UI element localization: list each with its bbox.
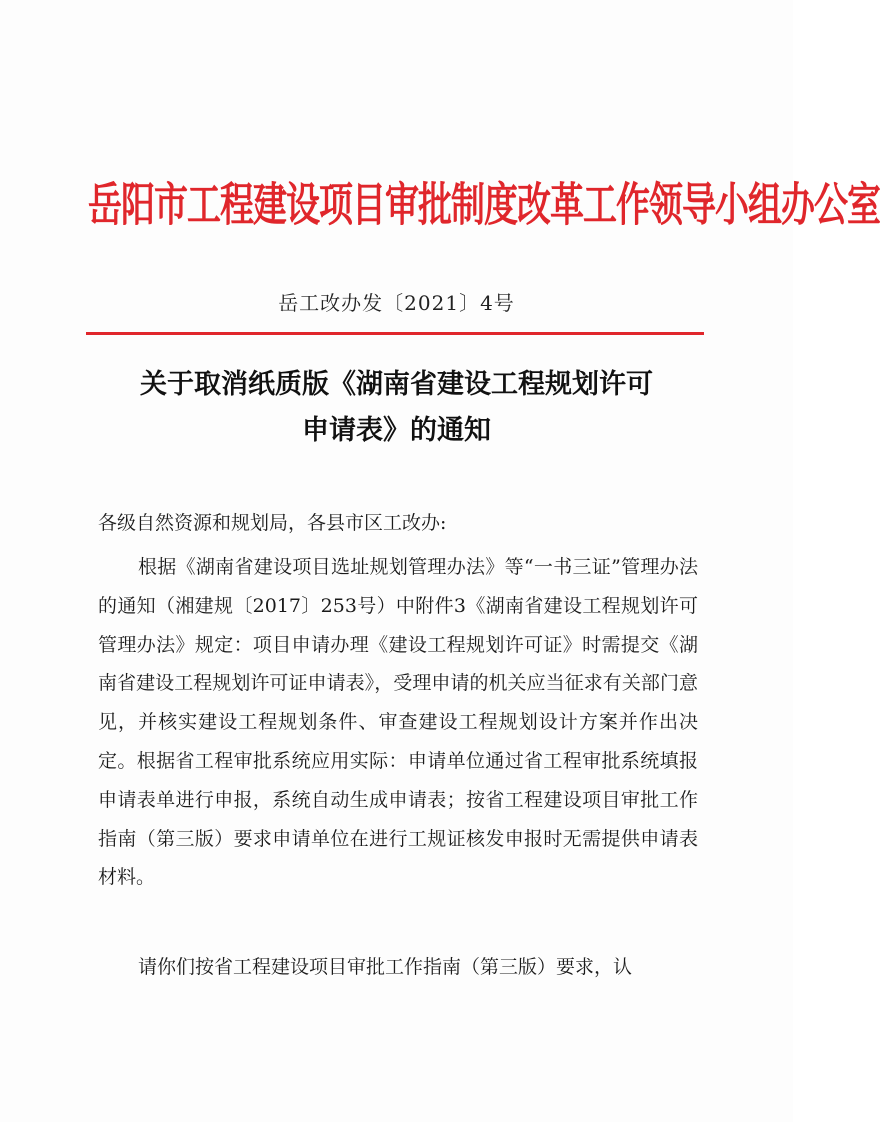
body-paragraph-2: 请你们按省工程建设项目审批工作指南（第三版）要求，认 xyxy=(138,956,633,978)
notice-title xyxy=(80,362,713,454)
salutation: 各级自然资源和规划局，各县市区工改办: xyxy=(98,512,447,534)
notice-title-line-1: 关于取消纸质版《湖南省建设工程规划许可 xyxy=(140,369,653,400)
red-divider-line xyxy=(86,332,704,335)
body-paragraph-1: 根据《湖南省建设项目选址规划管理办法》等“一书三证”管理办法的通知（湘建规〔2017〕253号）中附件3《湖南省建设工程规划许可管理办法》规定：项目申请办理《建设工程规划许可证》时需提交《湖南省建设工程规划许可证申请表》，受理申请的机关应当征求有关部门意见，并核实建设工程规划条件、审查建设工程规划设计方案并作出决定。根据省工程审批系统应用实际：申请单位通过省工程审批系统填报申请表单进行申报，系统自动生成申请表；按省工程建设项目审批工作指南（第三版）要求申请单位在进行工规证核发申报时无需提供申请表材料。 xyxy=(98,556,698,889)
issuer-header: 岳阳市工程建设项目审批制度改革工作领导小组办公室 xyxy=(88,178,880,233)
document-number: 岳工改办发〔2021〕4号 xyxy=(278,291,515,315)
notice-title-line-2: 申请表》的通知 xyxy=(302,415,491,446)
